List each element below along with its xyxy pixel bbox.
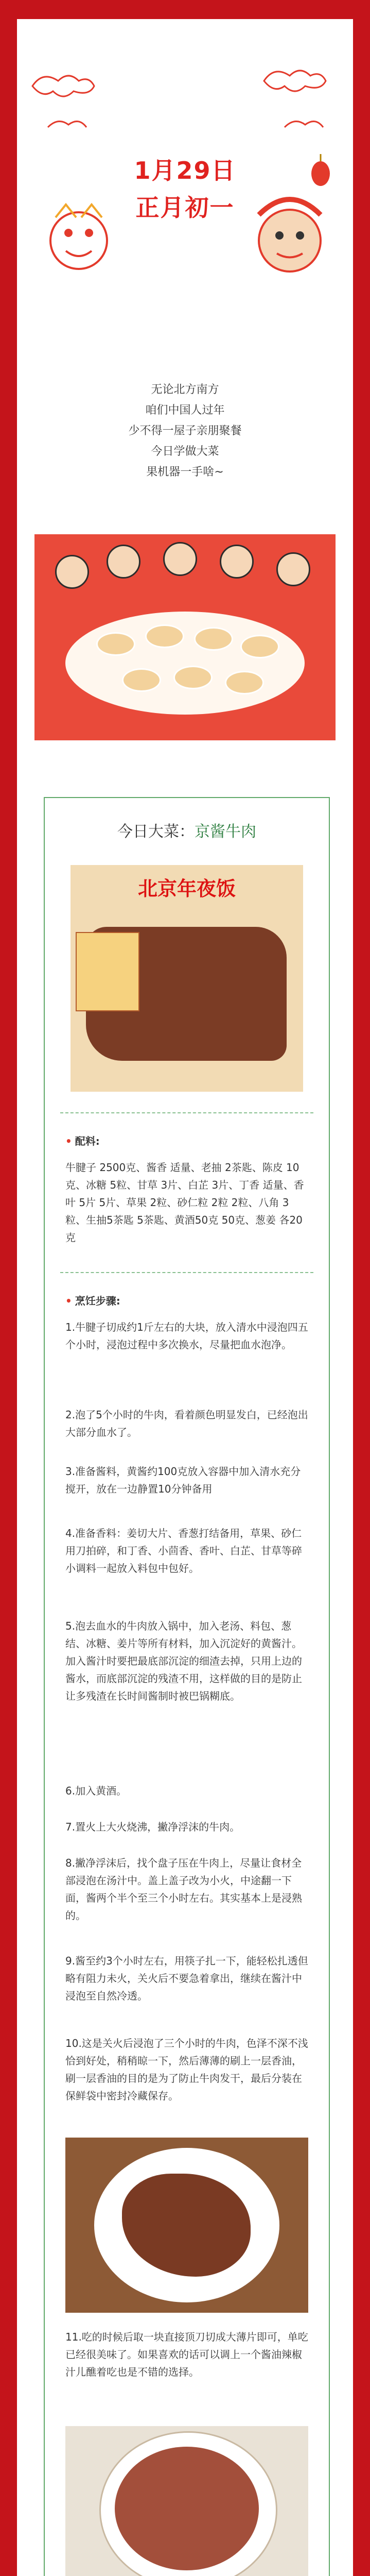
steps-heading bbox=[65, 1293, 120, 1308]
step-item: 7.置火上大火烧沸，撇净浮沫的牛肉。 bbox=[65, 1821, 240, 1833]
ingredients-text: 牛腱子 2500克、酱香 适量、老抽 2茶匙、陈皮 10克、冰糖 5粒、甘草 3片、白芷 3片、丁香 适量、香叶 5片 5片、草果 2粒、砂仁粒 2粒 2粒、八角 3粒、生抽5茶匙 5茶匙、黄酒50克 50克、葱姜 各20克 bbox=[65, 1161, 304, 1244]
sliced-beef-photo bbox=[65, 2426, 308, 2576]
cooked-beef-photo bbox=[65, 2138, 308, 2313]
ingredients-heading-text: 配料: bbox=[75, 1135, 100, 1147]
food-dish bbox=[145, 624, 184, 648]
cloud-left-icon bbox=[32, 76, 94, 127]
bullet-icon: • bbox=[65, 1135, 72, 1147]
dish-poster-image bbox=[71, 865, 303, 1092]
poem-line: 咱们中国人过年 bbox=[145, 404, 225, 417]
bullet-icon: • bbox=[65, 1295, 72, 1307]
diner-figure bbox=[107, 545, 140, 579]
diner-figure bbox=[220, 545, 254, 579]
diner-figure bbox=[55, 555, 89, 589]
food-dish bbox=[225, 671, 264, 694]
poster-sticker bbox=[76, 932, 139, 1011]
recipe-card bbox=[44, 797, 330, 2576]
dish-name: 京酱牛肉 bbox=[195, 823, 256, 841]
diner-figure bbox=[163, 542, 197, 576]
food-dish bbox=[240, 635, 279, 658]
food-dish bbox=[194, 627, 233, 651]
food-dish bbox=[173, 666, 213, 689]
step-item: 2.泡了5个小时的牛肉，看着颜色明显发白，已经泡出大部分血水了。 bbox=[65, 1409, 308, 1438]
section-divider bbox=[60, 1272, 313, 1273]
step-item: 8.撇净浮沫后，找个盘子压在牛肉上，尽量让食材全部浸泡在汤汁中。盖上盖子改为小火，中途翻一下面，酱两个半个至三个小时左右。其实基本上是浸熟的。 bbox=[65, 1857, 302, 1922]
date-lunar: 正月初一 bbox=[135, 194, 235, 222]
step-item: 9.酱至约3个小时左右，用筷子扎一下，能轻松扎透但略有阻力未火，关火后不要急着拿出，继续在酱汁中浸泡至自然冷透。 bbox=[65, 1955, 308, 2002]
step-item: 11.吃的时候后取一块直接顶刀切成大薄片即可，单吃已经很美味了。如果喜欢的话可以调上一个酱油辣椒汁儿醮着吃也是不错的选择。 bbox=[65, 2331, 308, 2378]
beef-slices-graphic bbox=[115, 2447, 259, 2570]
header-illustration bbox=[17, 19, 353, 292]
steps-heading-text: 烹饪步骤: bbox=[75, 1295, 120, 1307]
family-feast-illustration bbox=[34, 534, 336, 740]
poster-title: 北京年夜饭 bbox=[137, 877, 236, 900]
step-item: 6.加入黄酒。 bbox=[65, 1785, 127, 1797]
step-item: 5.泡去血水的牛肉放入锅中，加入老汤、料包、葱结、冰糖、姜片等所有材料，加入沉淀好的黄酱汁。加入酱汁时要把最底部沉淀的细渣去掉，只用上边的酱水，而底部沉淀的残渣不用，这样做的目的是防止让多残渣在长时间酱制时被巴锅糊底。 bbox=[65, 1620, 302, 1702]
poem-line: 果机器一手啥~ bbox=[146, 466, 224, 479]
poem-line: 无论北方南方 bbox=[151, 383, 219, 396]
todays-dish-heading bbox=[45, 819, 329, 841]
diner-figure bbox=[276, 552, 310, 586]
step-item: 3.准备酱料，黄酱约100克放入容器中加入清水充分搅开，放在一边静置10分钟备用 bbox=[65, 1465, 301, 1495]
poem-line: 少不得一屋子亲朋聚餐 bbox=[128, 425, 242, 437]
date-gregorian: 1月29日 bbox=[134, 157, 236, 184]
dining-table bbox=[65, 612, 305, 715]
section-divider bbox=[60, 1112, 313, 1113]
step-item: 1.牛腱子切成约1斤左右的大块，放入清水中浸泡四五个小时，浸泡过程中多次换水，尽量把血水泡净。 bbox=[65, 1321, 308, 1351]
ingredients-heading bbox=[65, 1133, 100, 1148]
intro-poem bbox=[17, 380, 353, 483]
poem-line: 今日学做大菜 bbox=[151, 445, 219, 458]
food-dish bbox=[96, 632, 135, 656]
todays-dish-label: 今日大菜： bbox=[117, 823, 195, 841]
step-item: 4.准备香料：姜切大片、香葱打结备用，草果、砂仁用刀拍碎，和丁香、小茴香、香叶、白芷、甘草等碎小调料一起放入料包中包好。 bbox=[65, 1527, 302, 1574]
content-panel bbox=[17, 19, 353, 2576]
cloud-right-icon bbox=[264, 71, 326, 127]
step-item: 10.这是关火后浸泡了三个小时的牛肉，色泽不深不浅恰到好处，稍稍晾一下，然后薄薄的刷上一层香油，刷一层香油的目的是为了防止牛肉发干，最后分装在保鲜袋中密封冷藏保存。 bbox=[65, 2037, 308, 2102]
food-dish bbox=[122, 668, 161, 692]
